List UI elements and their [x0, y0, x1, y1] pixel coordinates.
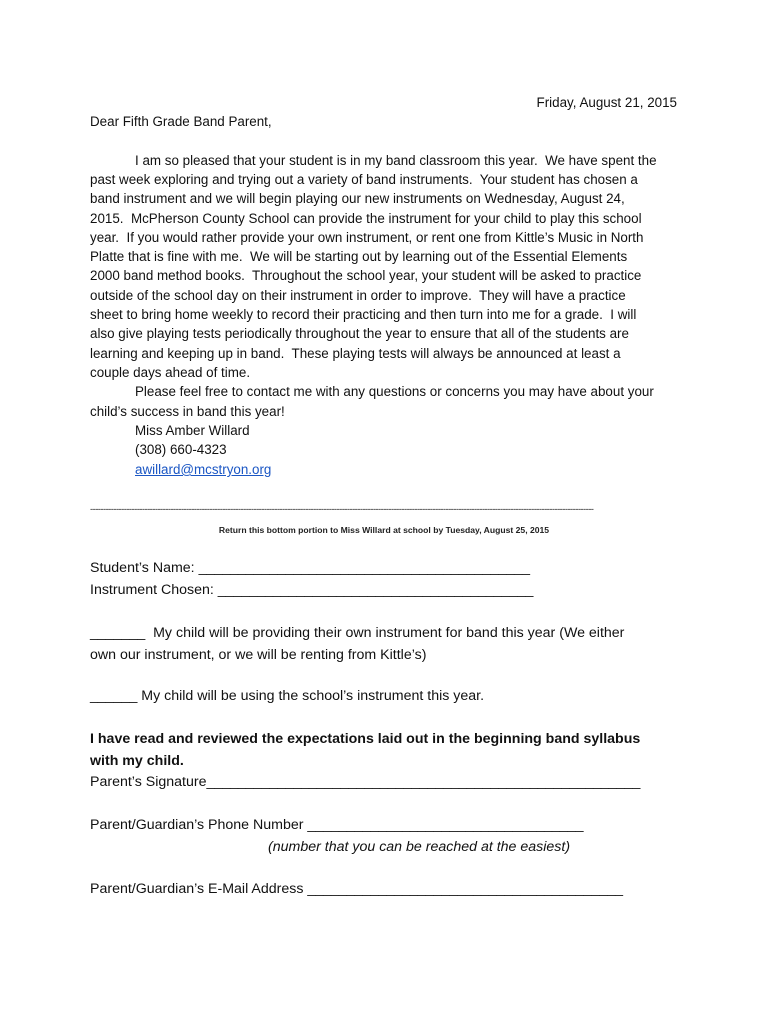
own-instrument-option-continued: own our instrument, or we will be renting from Kittle’s)	[90, 647, 427, 663]
acknowledgement-statement: I have read and reviewed the expectations laid out in the beginning band syllabus	[90, 731, 641, 747]
paragraph-line: band instrument and we will begin playing our new instruments on Wednesday, August 24,	[90, 191, 625, 206]
paragraph-line: sheet to bring home weekly to record their practicing and then turn into me for a grade. I will	[90, 307, 637, 322]
signature-name: Miss Amber Willard	[135, 423, 250, 438]
signature-email-link[interactable]	[90, 460, 735, 479]
instrument-field: Instrument Chosen: ________________________________________	[90, 582, 534, 598]
parent-signature-field: Parent’s Signature_______________________________________________________	[90, 774, 641, 790]
paragraph-line: past week exploring and trying out a variety of band instruments. Your student has chosen a	[90, 172, 638, 187]
paragraph-line: 2015. McPherson County School can provide the instrument for your child to play this school	[90, 211, 642, 226]
parent-phone-field: Parent/Guardian’s Phone Number ___________________________________	[90, 817, 584, 833]
parent-email-field: Parent/Guardian’s E-Mail Address ________________________________________	[90, 881, 624, 897]
paragraph-line: year. If you would rather provide your own instrument, or rent one from Kittle’s Music in North	[90, 230, 644, 245]
signature-phone: (308) 660-4323	[135, 442, 227, 457]
school-instrument-option: ______ My child will be using the school’s instrument this year.	[90, 688, 485, 704]
greeting: Dear Fifth Grade Band Parent,	[90, 114, 272, 129]
paragraph-line: outside of the school day on their instrument in order to improve. They will have a practice	[90, 288, 626, 303]
paragraph-line: couple days ahead of time.	[90, 365, 251, 380]
letter-date: Friday, August 21, 2015	[536, 95, 677, 110]
cut-line-separator: --------------------------------------------------------------------------------------------------------------------------------------------------------------------------------------------------	[90, 504, 594, 515]
paragraph-line: 2000 band method books. Throughout the school year, your student will be asked to practice	[90, 268, 642, 283]
paragraph-line: also give playing tests periodically throughout the year to ensure that all of the students are	[90, 326, 629, 341]
paragraph-line: child’s success in band this year!	[90, 404, 285, 419]
acknowledgement-statement-continued: with my child.	[90, 753, 184, 769]
email-link-text[interactable]: awillard@mcstryon.org	[135, 462, 272, 477]
paragraph-line: I am so pleased that your student is in my band classroom this year. We have spent the	[135, 153, 657, 168]
return-note: Return this bottom portion to Miss Willard at school by Tuesday, August 25, 2015	[218, 525, 550, 535]
paragraph-line: Please feel free to contact me with any questions or concerns you may have about your	[135, 384, 654, 399]
own-instrument-option: _______ My child will be providing their own instrument for band this year (We either	[90, 625, 625, 641]
phone-hint: (number that you can be reached at the easiest)	[268, 839, 571, 855]
paragraph-line: Platte that is fine with me. We will be starting out by learning out of the Essential Elements	[90, 249, 628, 264]
student-name-field: Student’s Name: __________________________________________	[90, 560, 530, 576]
paragraph-line: learning and keeping up in band. These playing tests will always be announced at least a	[90, 346, 621, 361]
